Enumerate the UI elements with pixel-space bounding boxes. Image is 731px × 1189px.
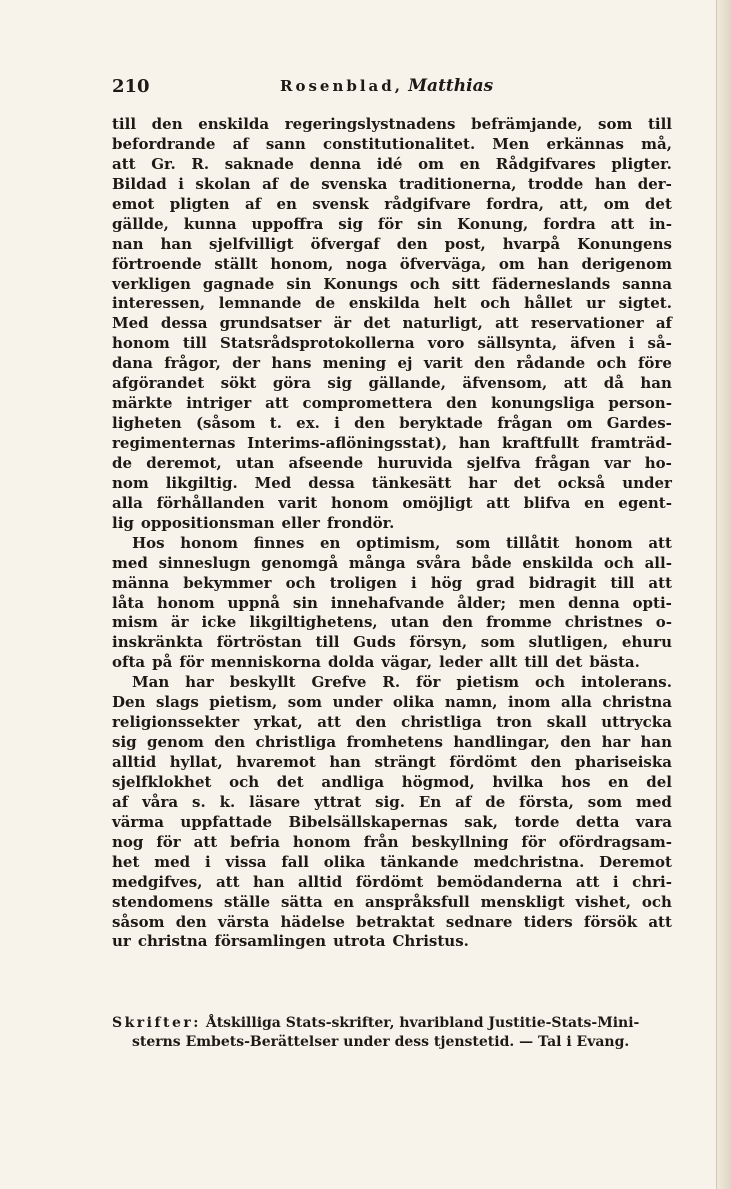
- text-line: religionssekter yrkat, att den christliga tron skall uttrycka: [112, 713, 672, 732]
- text-line: nan han sjelfvilligt öfvergaf den post, hvarpå Konungens: [112, 234, 672, 253]
- text-line: alltid hyllat, hvaremot han strängt fördömt den phariseiska: [112, 753, 672, 771]
- text-line: het med i vissa fall olika tänkande medchristna. Deremot: [112, 852, 672, 871]
- running-head: [280, 76, 493, 96]
- text-line: medgifves, att han alltid fördömt bemödanderna att i chri-: [112, 872, 672, 891]
- footer-text: Åtskilliga Stats-skrifter, hvaribland Justitie-Stats-Mini-: [205, 1015, 640, 1031]
- body-text: [112, 115, 672, 952]
- author-surname: Rosenblad: [280, 77, 395, 95]
- text-line: inskränkta förtröstan till Guds försyn, som slutligen, ehuru: [112, 633, 672, 652]
- text-line: regimenternas Interims-aflöningsstat), han kraftfullt framträd-: [112, 434, 672, 452]
- text-line: männa bekymmer och troligen i hög grad bidragit till att: [112, 573, 672, 592]
- page-number: 210: [112, 76, 150, 97]
- text-line: ofta på för menniskorna dolda vägar, leder allt till det bästa.: [112, 653, 640, 672]
- text-line: alla förhållanden varit honom omöjligt att blifva en egent-: [112, 493, 672, 512]
- text-line: Med dessa grundsatser är det naturligt, att reservationer af: [112, 314, 672, 333]
- text-line: Bildad i skolan af de svenska traditionerna, trodde han der-: [112, 174, 672, 193]
- text-line: med sinneslugn genomgå många svåra både enskilda och all-: [112, 553, 672, 572]
- footer-line-2: sterns Embets-Berättelser under dess tjenstetid. — Tal i Evang.: [132, 1034, 630, 1050]
- text-line: låta honom uppnå sin innehafvande ålder; men denna opti-: [112, 593, 672, 612]
- text-line: befordrande af sann constitutionalitet. Men erkännas må,: [112, 134, 672, 153]
- footer-line-1: [112, 1014, 672, 1033]
- text-line: att Gr. R. saknade denna idé om en Rådgifvares pligter.: [112, 154, 672, 173]
- text-line: sig genom den christliga fromhetens handlingar, den har han: [112, 733, 672, 752]
- text-line: honom till Statsrådsprotokollerna voro sällsynta, äfven i så-: [112, 334, 672, 353]
- text-line: värma uppfattade Bibelsällskapernas sak, torde detta vara: [112, 812, 672, 831]
- text-line: sjelfklokhet och det andliga högmod, hvilka hos en del: [112, 772, 672, 791]
- author-given-name: Matthias: [408, 76, 494, 96]
- page-edge: [716, 0, 731, 1189]
- text-line: Hos honom finnes en optimism, som tillåtit honom att: [132, 533, 672, 552]
- text-line: de deremot, utan afseende huruvida sjelfva frågan var ho-: [112, 453, 672, 472]
- text-line: dana frågor, der hans mening ej varit den rådande och före: [112, 354, 672, 373]
- text-line: Man har beskyllt Grefve R. för pietism och intolerans.: [132, 673, 672, 692]
- text-line: ligheten (såsom t. ex. i den beryktade frågan om Gardes-: [112, 414, 672, 433]
- text-line: ur christna församlingen utrota Christus.: [112, 932, 469, 951]
- text-line: interessen, lemnande de enskilda helt och hållet ur sigtet.: [112, 294, 672, 313]
- text-line: verkligen gagnade sin Konungs och sitt fäderneslands sanna: [112, 274, 672, 293]
- text-line: af våra s. k. läsare yttrat sig. En af de första, som med: [112, 792, 672, 811]
- text-line: nom likgiltig. Med dessa tänkesätt har det också under: [112, 473, 672, 492]
- text-line: gällde, kunna uppoffra sig för sin Konung, fordra att in-: [112, 214, 672, 233]
- text-line: afgörandet sökt göra sig gällande, äfvensom, att då han: [112, 374, 672, 393]
- text-line: lig oppositionsman eller frondör.: [112, 513, 395, 532]
- text-line: märkte intriger att compromettera den konungsliga person-: [112, 394, 672, 413]
- text-line: mism är icke likgiltighetens, utan den fromme christnes o-: [112, 613, 672, 632]
- footer-note: [112, 1014, 672, 1052]
- text-line: emot pligten af en svensk rådgifvare fordra, att, om det: [112, 194, 672, 213]
- running-header: [112, 76, 672, 102]
- text-line: såsom den värsta hädelse betraktat sednare tiders försök att: [112, 912, 672, 931]
- text-line: stendomens ställe sätta en anspråksfull menskligt vishet, och: [112, 892, 672, 911]
- header-separator: ,: [394, 77, 400, 95]
- text-line: till den enskilda regeringslystnadens befrämjande, som till: [112, 115, 672, 133]
- text-line: Den slags pietism, som under olika namn, inom alla christna: [112, 693, 672, 712]
- footer-label: Skrifter:: [112, 1015, 201, 1031]
- text-line: nog för att befria honom från beskyllning för ofördragsam-: [112, 832, 672, 851]
- text-line: förtroende ställt honom, noga öfverväga, om han derigenom: [112, 254, 672, 273]
